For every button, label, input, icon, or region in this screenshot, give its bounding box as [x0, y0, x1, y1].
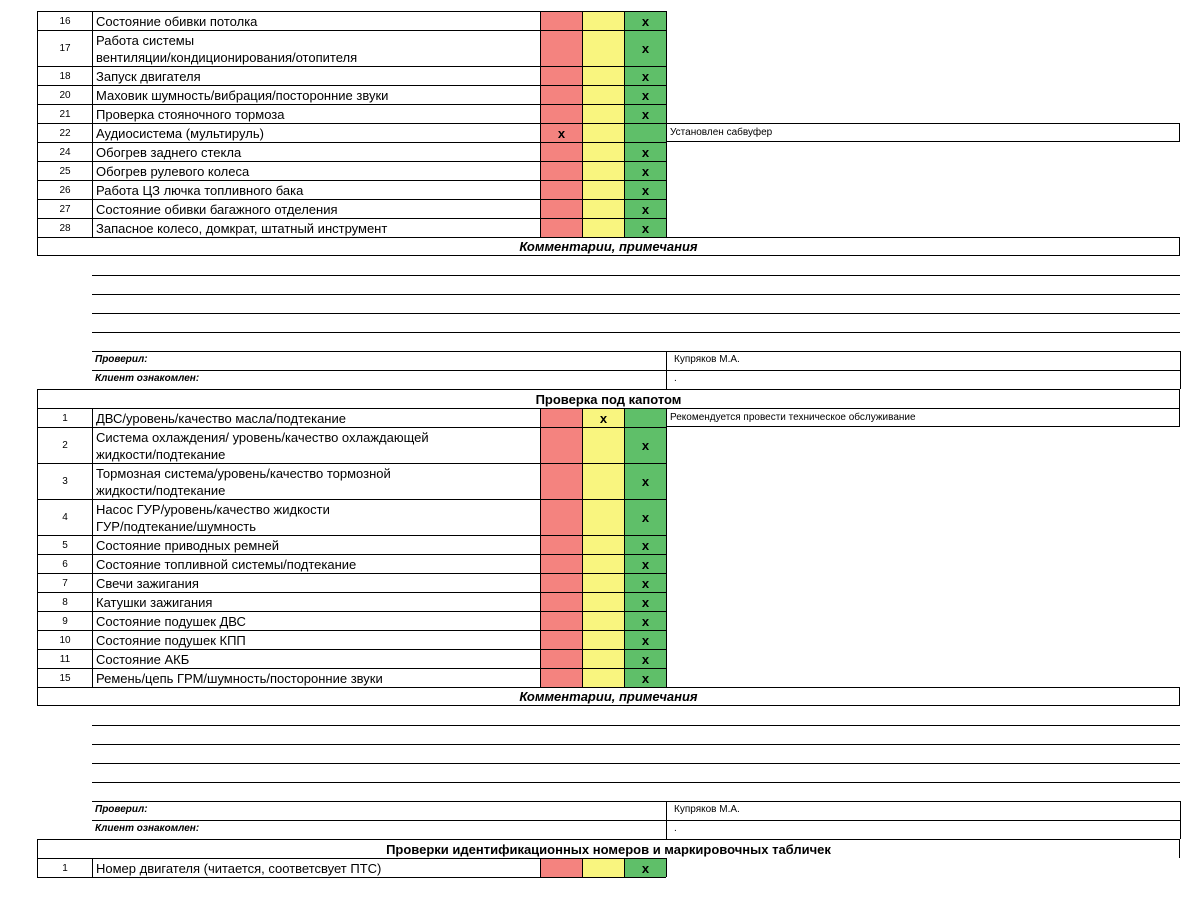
row-note: Рекомендуется провести техническое обслуживание	[666, 408, 1180, 427]
row-number: 9	[37, 611, 92, 630]
row-check-name: Работа системы вентиляции/кондиционирования/отопителя	[92, 30, 540, 66]
check-mark-icon: x	[641, 106, 650, 122]
check-mark-icon: x	[641, 651, 650, 667]
status-red-cell[interactable]	[540, 11, 582, 30]
status-red-cell[interactable]	[540, 858, 582, 877]
row-number: 28	[37, 218, 92, 237]
status-green-cell[interactable]	[624, 161, 666, 180]
check-mark-icon: x	[641, 575, 650, 591]
status-green-cell[interactable]	[624, 66, 666, 85]
row-check-name: Обогрев рулевого колеса	[92, 161, 540, 180]
status-green-cell[interactable]	[624, 180, 666, 199]
status-yellow-cell[interactable]	[582, 408, 624, 427]
row-number: 16	[37, 11, 92, 30]
status-column-border	[666, 85, 667, 104]
comment-line	[92, 744, 1180, 745]
checked-by-value: Купряков М.А.	[674, 804, 740, 815]
status-column-border	[666, 668, 667, 687]
row-number: 22	[37, 123, 92, 142]
status-column-border	[666, 66, 667, 85]
status-red-cell[interactable]	[540, 30, 582, 66]
row-number: 4	[37, 499, 92, 535]
row-number: 27	[37, 199, 92, 218]
status-yellow-cell[interactable]	[582, 427, 624, 463]
row-number: 2	[37, 427, 92, 463]
row-number: 26	[37, 180, 92, 199]
status-red-cell[interactable]	[540, 123, 582, 142]
status-yellow-cell[interactable]	[582, 30, 624, 66]
status-column-border	[666, 592, 667, 611]
status-yellow-cell[interactable]	[582, 858, 624, 877]
row-check-name: Состояние подушек ДВС	[92, 611, 540, 630]
row-check-name: Ремень/цепь ГРМ/шумность/посторонние звуки	[92, 668, 540, 687]
signature-mid-line	[92, 370, 1180, 371]
check-mark-icon: x	[641, 670, 650, 686]
status-yellow-cell[interactable]	[582, 554, 624, 573]
row-check-name: Проверка стояночного тормоза	[92, 104, 540, 123]
status-green-cell[interactable]	[624, 218, 666, 237]
checked-by-label: Проверил:	[95, 354, 148, 365]
row-number: 17	[37, 30, 92, 66]
row-check-name: Свечи зажигания	[92, 573, 540, 592]
status-red-cell[interactable]	[540, 649, 582, 668]
status-red-cell[interactable]	[540, 408, 582, 427]
check-mark-icon: x	[641, 594, 650, 610]
comment-line	[92, 332, 1180, 333]
section-title: Проверки идентификационных номеров и маркировочных табличек	[37, 839, 1180, 858]
status-yellow-cell[interactable]	[582, 668, 624, 687]
row-check-name: Запуск двигателя	[92, 66, 540, 85]
status-yellow-cell[interactable]	[582, 218, 624, 237]
status-green-cell[interactable]	[624, 104, 666, 123]
comment-line	[92, 763, 1180, 764]
status-red-cell[interactable]	[540, 611, 582, 630]
status-red-cell[interactable]	[540, 142, 582, 161]
status-column-border	[666, 218, 667, 237]
status-green-cell[interactable]	[624, 85, 666, 104]
status-yellow-cell[interactable]	[582, 161, 624, 180]
row-number: 11	[37, 649, 92, 668]
status-green-cell[interactable]	[624, 408, 666, 427]
status-red-cell[interactable]	[540, 554, 582, 573]
status-yellow-cell[interactable]	[582, 649, 624, 668]
status-column-border	[666, 858, 667, 877]
status-column-border	[666, 427, 667, 463]
status-yellow-cell[interactable]	[582, 199, 624, 218]
client-acknowledged-label: Клиент ознакомлен:	[95, 823, 200, 834]
status-column-border	[666, 104, 667, 123]
check-mark-icon: x	[599, 410, 608, 426]
row-check-name: Состояние обивки потолка	[92, 11, 540, 30]
row-number: 10	[37, 630, 92, 649]
row-number: 3	[37, 463, 92, 499]
check-mark-icon: x	[641, 438, 650, 453]
signature-divider	[666, 801, 667, 839]
row-check-name: Состояние подушек КПП	[92, 630, 540, 649]
status-yellow-cell[interactable]	[582, 123, 624, 142]
status-red-cell[interactable]	[540, 535, 582, 554]
status-column-border	[666, 499, 667, 535]
status-column-border	[666, 573, 667, 592]
status-column-border	[666, 535, 667, 554]
check-mark-icon: x	[641, 510, 650, 525]
status-green-cell[interactable]	[624, 668, 666, 687]
row-check-name: Катушки зажигания	[92, 592, 540, 611]
comment-line	[92, 782, 1180, 783]
status-red-cell[interactable]	[540, 161, 582, 180]
check-mark-icon: x	[641, 220, 650, 236]
status-green-cell[interactable]	[624, 123, 666, 142]
row-check-name: Состояние обивки багажного отделения	[92, 199, 540, 218]
row-number: 5	[37, 535, 92, 554]
left-border	[37, 687, 38, 706]
status-yellow-cell[interactable]	[582, 180, 624, 199]
status-yellow-cell[interactable]	[582, 535, 624, 554]
status-green-cell[interactable]	[624, 11, 666, 30]
status-column-border	[666, 630, 667, 649]
status-yellow-cell[interactable]	[582, 573, 624, 592]
status-green-cell[interactable]	[624, 142, 666, 161]
row-check-name: Аудиосистема (мультируль)	[92, 123, 540, 142]
status-yellow-cell[interactable]	[582, 85, 624, 104]
status-column-border	[666, 30, 667, 66]
status-green-cell[interactable]	[624, 427, 666, 463]
signature-top-line	[92, 351, 1180, 352]
status-green-cell[interactable]	[624, 630, 666, 649]
status-red-cell[interactable]	[540, 630, 582, 649]
client-acknowledged-label: Клиент ознакомлен:	[95, 373, 200, 384]
row-number: 20	[37, 85, 92, 104]
row-number: 18	[37, 66, 92, 85]
status-green-cell[interactable]	[624, 499, 666, 535]
row-number: 21	[37, 104, 92, 123]
row-check-name: Состояние АКБ	[92, 649, 540, 668]
row-number: 1	[37, 858, 92, 877]
check-mark-icon: x	[641, 201, 650, 217]
status-red-cell[interactable]	[540, 199, 582, 218]
status-yellow-cell[interactable]	[582, 11, 624, 30]
row-check-name: ДВС/уровень/качество масла/подтекание	[92, 408, 540, 427]
status-red-cell[interactable]	[540, 463, 582, 499]
row-check-name: Состояние топливной системы/подтекание	[92, 554, 540, 573]
status-red-cell[interactable]	[540, 573, 582, 592]
status-column-border	[666, 463, 667, 499]
status-red-cell[interactable]	[540, 180, 582, 199]
client-acknowledged-value: .	[674, 373, 677, 384]
status-red-cell[interactable]	[540, 218, 582, 237]
comment-line	[92, 725, 1180, 726]
check-mark-icon: x	[641, 613, 650, 629]
signature-top-line	[92, 801, 1180, 802]
status-green-cell[interactable]	[624, 199, 666, 218]
check-mark-icon: x	[641, 556, 650, 572]
row-number: 7	[37, 573, 92, 592]
signature-right-border	[1180, 801, 1181, 839]
status-red-cell[interactable]	[540, 668, 582, 687]
comment-line	[92, 294, 1180, 295]
row-check-name: Запасное колесо, домкрат, штатный инструмент	[92, 218, 540, 237]
check-mark-icon: x	[641, 163, 650, 179]
comments-header: Комментарии, примечания	[37, 237, 1180, 256]
status-green-cell[interactable]	[624, 554, 666, 573]
row-check-name: Маховик шумность/вибрация/посторонние звуки	[92, 85, 540, 104]
checked-by-value: Купряков М.А.	[674, 354, 740, 365]
table-bottom-line	[37, 877, 666, 878]
comment-line	[92, 275, 1180, 276]
status-red-cell[interactable]	[540, 499, 582, 535]
check-mark-icon: x	[641, 474, 650, 489]
status-column-border	[666, 611, 667, 630]
row-check-name: Система охлаждения/ уровень/качество охлаждающей жидкости/подтекание	[92, 427, 540, 463]
status-yellow-cell[interactable]	[582, 592, 624, 611]
status-yellow-cell[interactable]	[582, 463, 624, 499]
signature-divider	[666, 351, 667, 389]
row-check-name: Номер двигателя (читается, соответсвует ПТС)	[92, 858, 540, 877]
row-number: 25	[37, 161, 92, 180]
row-check-name: Работа ЦЗ лючка топливного бака	[92, 180, 540, 199]
row-number: 24	[37, 142, 92, 161]
status-green-cell[interactable]	[624, 30, 666, 66]
status-green-cell[interactable]	[624, 535, 666, 554]
status-green-cell[interactable]	[624, 573, 666, 592]
status-green-cell[interactable]	[624, 649, 666, 668]
row-note: Установлен сабвуфер	[666, 123, 1180, 142]
status-green-cell[interactable]	[624, 858, 666, 877]
comment-line	[92, 313, 1180, 314]
row-number: 6	[37, 554, 92, 573]
status-green-cell[interactable]	[624, 463, 666, 499]
status-red-cell[interactable]	[540, 592, 582, 611]
status-column-border	[666, 649, 667, 668]
client-acknowledged-value: .	[674, 823, 677, 834]
status-column-border	[666, 142, 667, 161]
status-column-border	[666, 199, 667, 218]
check-mark-icon: x	[641, 632, 650, 648]
status-yellow-cell[interactable]	[582, 630, 624, 649]
section-title: Проверка под капотом	[37, 389, 1180, 408]
status-yellow-cell[interactable]	[582, 142, 624, 161]
row-number: 1	[37, 408, 92, 427]
check-mark-icon: x	[641, 13, 650, 29]
row-check-name: Обогрев заднего стекла	[92, 142, 540, 161]
status-yellow-cell[interactable]	[582, 104, 624, 123]
left-border	[37, 237, 38, 256]
status-red-cell[interactable]	[540, 104, 582, 123]
comments-header: Комментарии, примечания	[37, 687, 1180, 706]
row-check-name: Тормозная система/уровень/качество тормозной жидкости/подтекание	[92, 463, 540, 499]
status-column-border	[666, 554, 667, 573]
status-column-border	[666, 161, 667, 180]
status-red-cell[interactable]	[540, 85, 582, 104]
signature-mid-line	[92, 820, 1180, 821]
check-mark-icon: x	[641, 41, 650, 56]
status-yellow-cell[interactable]	[582, 611, 624, 630]
check-mark-icon: x	[641, 182, 650, 198]
check-mark-icon: x	[641, 68, 650, 84]
status-red-cell[interactable]	[540, 427, 582, 463]
status-green-cell[interactable]	[624, 611, 666, 630]
signature-right-border	[1180, 351, 1181, 389]
check-mark-icon: x	[641, 537, 650, 553]
status-yellow-cell[interactable]	[582, 499, 624, 535]
status-yellow-cell[interactable]	[582, 66, 624, 85]
row-number: 8	[37, 592, 92, 611]
row-check-name: Насос ГУР/уровень/качество жидкости ГУР/подтекание/шумность	[92, 499, 540, 535]
check-mark-icon: x	[641, 87, 650, 103]
checked-by-label: Проверил:	[95, 804, 148, 815]
status-column-border	[666, 11, 667, 30]
check-mark-icon: x	[641, 144, 650, 160]
row-number: 15	[37, 668, 92, 687]
row-check-name: Состояние приводных ремней	[92, 535, 540, 554]
status-column-border	[666, 180, 667, 199]
check-mark-icon: x	[557, 125, 566, 141]
check-mark-icon: x	[641, 860, 650, 876]
status-green-cell[interactable]	[624, 592, 666, 611]
status-red-cell[interactable]	[540, 66, 582, 85]
